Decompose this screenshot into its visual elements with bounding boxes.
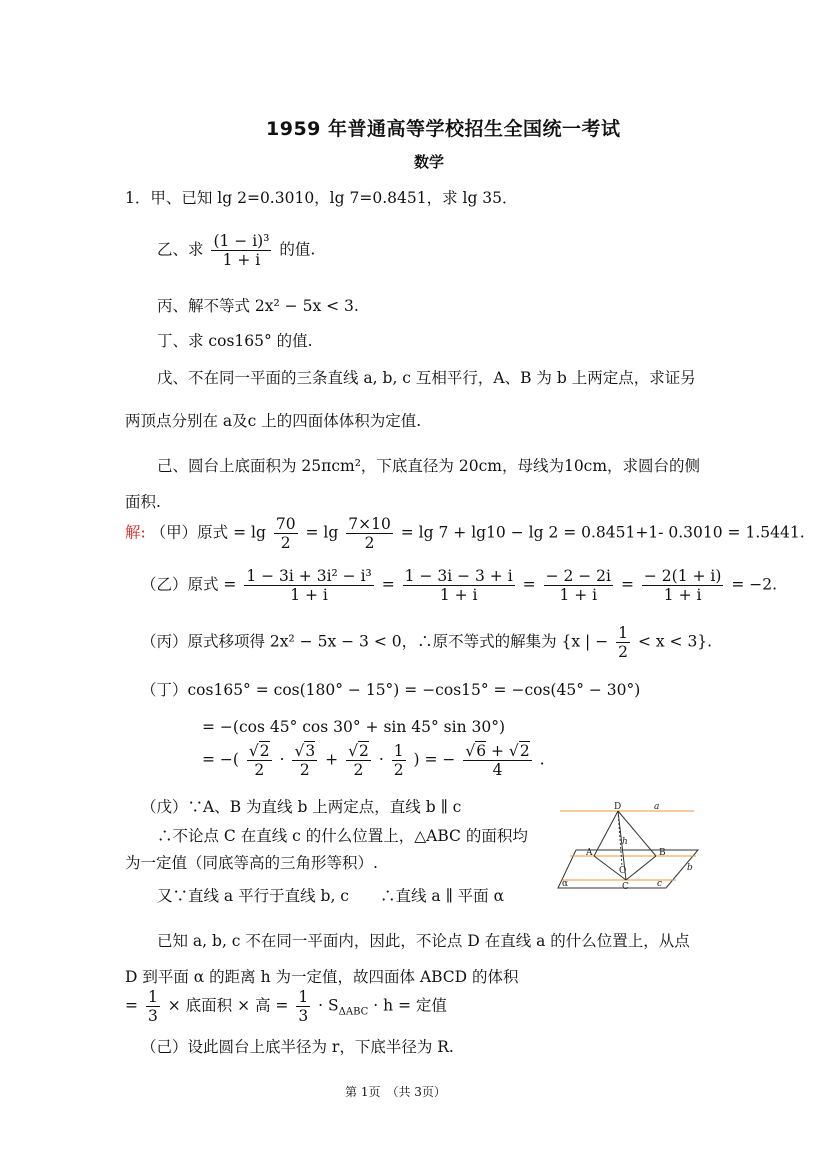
tetrahedron-figure: [556, 800, 702, 890]
sol-yi-f2-num: 1 − 3i − 3 + i: [404, 567, 513, 585]
label-A: A: [586, 848, 593, 858]
vol-frac-2-num: 1: [298, 988, 309, 1006]
ding-period: .: [539, 750, 545, 769]
edge-DA: [594, 811, 618, 856]
sol-bing-suffix: < x < 3}.: [637, 632, 713, 651]
solution-bing: [141, 624, 712, 661]
solution-wu-line4: 又∵直线 a 平行于直线 b, c ∴直线 a ∥ 平面 α: [157, 887, 505, 905]
sol-yi-eq2: =: [522, 575, 536, 594]
label-a: a: [654, 802, 660, 812]
edge-DB: [618, 811, 656, 856]
page-title: 1959 年普通高等学校招生全国统一考试: [266, 118, 621, 140]
vol-frac-1: [146, 988, 160, 1025]
solution-ding-line1: （丁）cos165° = cos(180° − 15°) = −cos15° = −cos(45° − 30°): [141, 681, 641, 699]
solution-ji-line1: （己）设此圆台上底半径为 r，下底半径为 R.: [141, 1038, 454, 1056]
sol-jia-f1-den: 2: [280, 534, 291, 552]
sol-yi-fraction-1: [244, 567, 373, 604]
sol-bing-num: 1: [618, 624, 629, 642]
label-b: b: [687, 863, 693, 873]
yi-fraction: [211, 232, 271, 269]
problem-1-jia: 1．甲、已知 lg 2=0.3010，lg 7=0.8451，求 lg 35．: [125, 189, 518, 207]
sol-yi-fraction-3: [544, 567, 613, 604]
solution-wu-line6: D 到平面 α 的距离 h 为一定值，故四面体 ABCD 的体积: [125, 968, 519, 986]
subject-heading: 数学: [414, 153, 445, 171]
vol-frac-2-den: 3: [298, 1007, 309, 1025]
sol-yi-suffix: = −2.: [731, 575, 778, 594]
solution-wu-line1: （戊）∵A、B 为直线 b 上两定点，直线 b ∥ c: [141, 798, 462, 816]
solution-jia: [125, 515, 805, 552]
sol-yi-eq1: =: [381, 575, 395, 594]
ding-open: = −(: [202, 750, 239, 769]
vol-subscript: ΔABC: [338, 1006, 369, 1018]
ding-frac-a-den: 2: [254, 761, 265, 779]
sol-yi-fraction-2: [403, 567, 515, 604]
sol-jia-mid: = lg: [305, 523, 339, 542]
sol-bing-den: 2: [618, 643, 629, 661]
sol-jia-fraction-1: [274, 515, 298, 552]
label-c: c: [657, 879, 663, 889]
ding-frac-c: [346, 742, 371, 779]
ding-frac-b-rad: 3: [305, 742, 316, 760]
sol-yi-f4-num: − 2(1 + i): [643, 567, 722, 585]
problem-1-ji-line2: 面积.: [125, 493, 161, 511]
label-C: C: [622, 882, 629, 890]
label-O: O: [619, 866, 627, 876]
sol-yi-f3-den: 1 + i: [559, 586, 598, 604]
vol-frac-1-den: 3: [147, 1007, 158, 1025]
label-D: D: [614, 802, 622, 812]
ding-frac-e-rad1: 6: [476, 742, 487, 760]
label-h: h: [622, 837, 628, 847]
edge-BC: [626, 856, 656, 880]
yi-denominator: 1 + i: [222, 251, 261, 269]
sol-jia-f1-num: 70: [275, 515, 296, 533]
ding-frac-d-den: 2: [393, 761, 404, 779]
yi-prefix: 乙、求: [157, 240, 204, 259]
solution-label: 解:: [125, 523, 146, 542]
sol-jia-f2-den: 2: [364, 534, 375, 552]
vol-mid-1: × 底面积 × 高 =: [167, 996, 289, 1015]
solution-wu-volume: [125, 988, 447, 1025]
ding-plus: +: [325, 750, 339, 769]
sol-yi-eq3: =: [620, 575, 634, 594]
problem-1-wu-line2: 两顶点分别在 a及c 上的四面体体积为定值.: [125, 412, 422, 430]
vol-frac-1-num: 1: [147, 988, 158, 1006]
sol-yi-f4-den: 1 + i: [663, 586, 702, 604]
ding-frac-d-num: 1: [393, 742, 404, 760]
yi-suffix: 的值.: [279, 240, 316, 259]
vol-mid-2: · S: [318, 996, 339, 1015]
sol-jia-f2-num: 7×10: [348, 515, 391, 533]
sol-bing-fraction: [616, 624, 630, 661]
sol-yi-fraction-4: [642, 567, 724, 604]
ding-dot-2: ·: [378, 750, 384, 769]
ding-close-eq: ) = −: [413, 750, 456, 769]
ding-frac-e-rad2: 2: [519, 742, 530, 760]
solution-wu-line5: 已知 a, b, c 不在同一平面内，因此，不论点 D 在直线 a 的什么位置上，从点: [157, 932, 690, 950]
vol-suffix: · h = 定值: [373, 996, 447, 1015]
sol-yi-f2-den: 1 + i: [439, 586, 478, 604]
problem-1-yi: [157, 232, 315, 269]
sol-yi-f3-num: − 2 − 2i: [545, 567, 611, 585]
solution-wu-line2: ∴不论点 C 在直线 c 的什么位置上，△ABC 的面积均: [157, 827, 528, 845]
problem-1-ding: 丁、求 cos165° 的值.: [157, 332, 313, 350]
page-footer: 第 1页 （共 3页）: [345, 1085, 446, 1099]
sol-bing-prefix: （丙）原式移项得 2x² − 5x − 3 < 0，∴原不等式的解集为 {x | −: [141, 632, 609, 651]
problem-1-bing: 丙、解不等式 2x² − 5x < 3.: [157, 297, 359, 315]
label-alpha: α: [562, 879, 569, 889]
sol-yi-prefix: （乙）原式 =: [141, 575, 237, 594]
ding-frac-a-num: √2: [248, 742, 270, 760]
ding-frac-c-num: √2: [348, 742, 369, 760]
ding-frac-b-den: 2: [299, 761, 310, 779]
ding-frac-e: [463, 742, 531, 779]
vol-frac-2: [296, 988, 310, 1025]
solution-yi: [141, 567, 777, 604]
solution-ding-line3: [202, 742, 545, 779]
yi-numerator: (1 − i)³: [213, 232, 270, 250]
ding-frac-d: [392, 742, 406, 779]
sol-jia-prefix: （甲）原式 = lg: [150, 523, 266, 542]
ding-frac-c-rad: 2: [359, 742, 369, 760]
solution-wu-line3: 为一定值（同底等高的三角形等积）.: [125, 854, 378, 872]
problem-1-wu-line1: 戊、不在同一平面的三条直线 a, b, c 互相平行，A、B 为 b 上两定点，求证另: [157, 369, 696, 387]
sol-yi-f1-den: 1 + i: [290, 586, 328, 604]
sol-jia-fraction-2: [346, 515, 393, 552]
ding-frac-a: [247, 742, 272, 779]
ding-dot-1: ·: [279, 750, 285, 769]
sol-yi-f1-num: 1 − 3i + 3i² − i³: [246, 567, 372, 585]
sol-jia-suffix: = lg 7 + lg10 − lg 2 = 0.8451+1- 0.3010 = 1.5441.: [400, 523, 805, 542]
ding-frac-a-rad: 2: [259, 742, 270, 760]
problem-1-ji-line1: 己、圆台上底面积为 25πcm²，下底直径为 20cm，母线为10cm，求圆台的侧: [157, 457, 701, 475]
ding-frac-c-den: 2: [353, 761, 364, 779]
ding-frac-b: [292, 742, 317, 779]
ding-frac-b-num: √3: [294, 742, 316, 760]
ding-frac-e-den: 4: [492, 761, 503, 779]
ding-frac-e-num: √6 + √2: [465, 742, 530, 760]
solution-ding-line2: = −(cos 45° cos 30° + sin 45° sin 30°): [202, 718, 506, 736]
vol-eq: =: [125, 996, 138, 1015]
label-B: B: [659, 848, 666, 858]
